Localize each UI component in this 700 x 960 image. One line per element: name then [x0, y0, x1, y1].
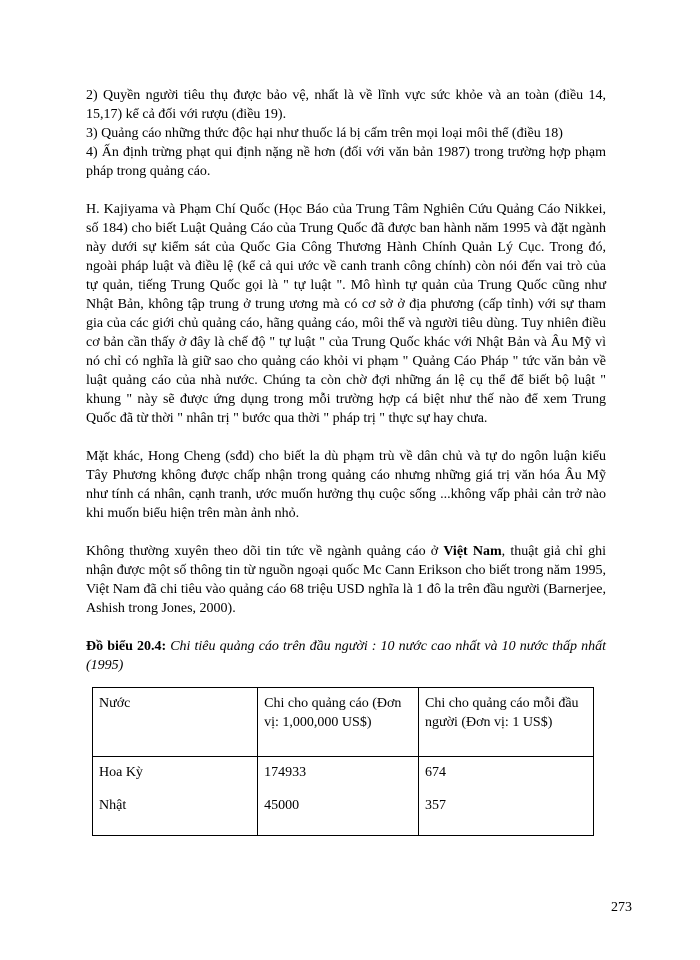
list-item-4: 4) Ấn định trừng phạt qui định nặng nề hơn (đối với văn bản 1987) trong trường hợp phạm pháp trong quảng cáo. [86, 145, 606, 179]
paragraph-china-law: H. Kajiyama và Phạm Chí Quốc (Học Báo của Trung Tâm Nghiên Cứu Quảng Cáo Nikkei, số 184) cho biết Luật Quảng Cáo của Trung Quốc đã được ban hành năm 1995 và đặt ngành này dưới sự kiểm sát của Quốc Gia Công Thương Hành Chính Quản Lý Cục. Trong đó, ngoài pháp luật và điều lệ (kể cả qui ước về canh tranh công chính) còn nói đến vai trò của tự quản, tiếng Trung Quốc gọi là " tự luật ". Mô hình tự quản của Trung Quốc cũng như Nhật Bản, không tập trung ở trung ương mà có cơ sở ở địa phương (cấp tỉnh) với sự tham gia của các giới chủ quảng cáo, hãng quảng cáo, môi thể và người tiêu dùng. Tuy nhiên điều cơ bản cần thấy ở đây là chế độ " tự luật " của Trung Quốc khác với Nhật Bản và Âu Mỹ vì nó chỉ có nghĩa là giữ sao cho quảng cáo khỏi vi phạm " Quảng Cáo Pháp " tức văn bản về luật quảng cáo của nhà nước. Chúng ta còn chờ đợi những án lệ cụ thể để biết bộ luật " khung " này sẽ được ứng dụng trong mỗi trường hợp cá biệt như thế nào để xem Trung Quốc đã từ thời " nhân trị " bước qua thời " pháp trị " thực sự hay chưa. [86, 202, 606, 426]
document-page [86, 86, 606, 836]
list-item-2: 2) Quyền người tiêu thụ được bảo vệ, nhất là về lĩnh vực sức khỏe và an toàn (điều 14, 15,17) kể cả đối với rượu (điều 19). [86, 88, 606, 122]
table-body-row [93, 757, 594, 836]
header-per-capita: Chi cho quảng cáo mỗi đầu người (Đơn vị: 1 US$) [418, 688, 593, 757]
paragraph-hong-cheng: Mặt khác, Hong Cheng (sđd) cho biết la dù phạm trù về dân chủ và tự do ngôn luận kiểu Tây Phương không được chấp nhận trong quảng cáo nhưng những giá trị văn hóa Âu Mỹ như tính cá nhân, cạnh tranh, ước muốn hưởng thụ cuộc sống ...không vấp phải cản trở nào khi muốn biểu hiện trên màn ảnh nhỏ. [86, 449, 606, 521]
table-cell: 174933 [264, 765, 307, 780]
table-cell: Nhật [99, 798, 127, 813]
list-item-3: 3) Quảng cáo những thức độc hại như thuốc lá bị cấm trên mọi loại môi thể (điều 18) [86, 126, 563, 141]
table-cell: 357 [424, 798, 446, 813]
page-number: 273 [611, 900, 632, 915]
caption-text: Chi tiêu quảng cáo trên đầu người : 10 nước cao nhất và 10 nước thấp nhất (1995) [86, 639, 606, 673]
spending-table [92, 687, 594, 836]
table-cell: Hoa Kỳ [99, 765, 143, 780]
header-total-spend: Chi cho quảng cáo (Đơn vị: 1,000,000 US$) [258, 688, 419, 757]
table-header-row [93, 688, 594, 757]
paragraph-vietnam: Không thường xuyên theo dõi tin tức về ngành quảng cáo ở Việt Nam, thuật giả chỉ ghi nhận được một số thông tin từ nguồn ngoại quốc Mc Cann Erikson cho biết trong năm 1995, Việt Nam đã chi tiêu vào quảng cáo 68 triệu USD nghĩa là 1 đô la trên đầu người (Barnerjee, Ashish trong Jones, 2000). [86, 544, 606, 616]
col-country [93, 757, 258, 836]
vietnam-bold: Việt Nam [443, 544, 502, 559]
col-per-capita [418, 757, 593, 836]
col-total [258, 757, 419, 836]
table-cell: 45000 [264, 798, 300, 813]
figure-caption [86, 637, 606, 675]
caption-label: Đồ biểu 20.4: [86, 639, 167, 654]
table-cell: 674 [424, 765, 446, 780]
header-country: Nước [93, 688, 258, 757]
